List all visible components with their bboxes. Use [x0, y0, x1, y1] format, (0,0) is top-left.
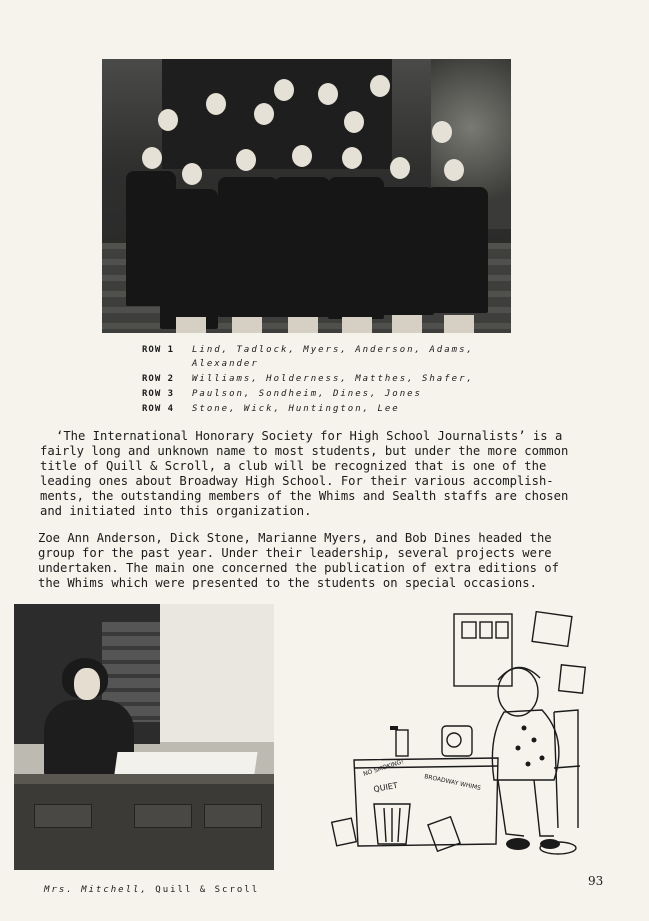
- person-head: [292, 145, 312, 167]
- cartoon-chair: [554, 710, 580, 828]
- roster-row-names: Lind, Tadlock, Myers, Anderson, Adams,: [192, 345, 474, 355]
- person-dress: [160, 189, 218, 329]
- roster-row-label: ROW 1: [142, 345, 175, 355]
- person-head: [390, 157, 410, 179]
- person-legs: [444, 315, 474, 333]
- page-number: 93: [588, 874, 604, 888]
- caption-name: Mrs. Mitchell,: [44, 885, 148, 895]
- person-head: [182, 163, 202, 185]
- person-legs: [232, 317, 262, 333]
- roster-row-label: ROW 3: [142, 389, 175, 399]
- roster-row-label: ROW 2: [142, 374, 175, 384]
- cartoon-illustration: [328, 608, 600, 864]
- sign-quiet: QUIET: [372, 780, 399, 794]
- person-head: [370, 75, 390, 97]
- paragraph-line: ments, the outstanding members of the Whims and Sealth staffs are chosen: [40, 489, 569, 503]
- person-legs: [392, 315, 422, 333]
- person-head: [158, 109, 178, 131]
- cartoon-boy-legs: [498, 780, 554, 836]
- person-head: [342, 147, 362, 169]
- shirt-pattern: [540, 756, 545, 761]
- roster-row-1: [142, 345, 502, 373]
- roster-row-label: ROW 4: [142, 404, 175, 414]
- person-head: [274, 79, 294, 101]
- roster-row-3: [142, 389, 502, 403]
- person-dress: [426, 187, 488, 313]
- basket-line: [384, 808, 386, 842]
- wall-note: [532, 612, 572, 647]
- person-head: [444, 159, 464, 181]
- cartoon-boy-head: [498, 668, 538, 716]
- desk-top: [14, 774, 274, 784]
- poster-panel: [480, 622, 492, 638]
- roster-row-names: Williams, Holderness, Matthes, Shafer,: [192, 374, 474, 384]
- person-legs: [288, 317, 318, 333]
- sign-no-smoking: NO SMOKING!: [362, 758, 405, 778]
- dot-texture: [390, 726, 398, 730]
- wall-note: [559, 665, 586, 693]
- person-dress: [274, 177, 330, 317]
- photo-background: [160, 604, 274, 742]
- person-head: [344, 111, 364, 133]
- paragraph-line: title of Quill & Scroll, a club will be recognized that is one of the: [40, 459, 547, 473]
- person-head: [236, 149, 256, 171]
- paragraph-line: fairly long and unknown name to most students, but under the more common: [40, 444, 569, 458]
- desk-drawer: [204, 804, 262, 828]
- paragraph-line: ‘The International Honorary Society for High School Journalists’ is a: [56, 429, 563, 443]
- paragraph-line: the Whims which were presented to the students on special occasions.: [38, 576, 537, 590]
- paragraph-line: and initiated into this organization.: [40, 504, 312, 518]
- caption-club: Quill & Scroll: [155, 885, 260, 895]
- body-paragraph-1: [40, 429, 568, 519]
- shirt-pattern: [526, 762, 531, 767]
- roster-row-2: [142, 374, 502, 388]
- shirt-pattern: [516, 746, 521, 751]
- person-legs: [176, 317, 206, 333]
- person-face: [74, 668, 100, 700]
- typewriter-knob: [447, 733, 461, 747]
- photo-caption: [44, 885, 259, 895]
- desk-drawer: [134, 804, 192, 828]
- sign-broadway-whims: BROADWAY WHIMS: [423, 773, 482, 792]
- floor-paper: [428, 817, 460, 852]
- paragraph-line: Zoe Ann Anderson, Dick Stone, Marianne Myers, and Bob Dines headed the: [38, 531, 552, 545]
- shirt-pattern: [532, 738, 537, 743]
- body-paragraph-2: [38, 531, 559, 591]
- person-head: [206, 93, 226, 115]
- roster-row-names: Stone, Wick, Huntington, Lee: [192, 404, 400, 414]
- person-legs: [342, 317, 372, 333]
- person-dress: [218, 177, 278, 317]
- paragraph-line: leading ones about Broadway High School. For their various accomplish-: [40, 474, 554, 488]
- person-head: [432, 121, 452, 143]
- person-head: [254, 103, 274, 125]
- ink-bottle: [396, 730, 408, 756]
- cartoon-shoe: [540, 839, 560, 849]
- roster-row-names-continued: Alexander: [192, 359, 259, 369]
- poster-panel: [462, 622, 476, 638]
- desk-drawer: [34, 804, 92, 828]
- group-photo: [102, 59, 511, 333]
- roster-row-4: [142, 404, 502, 418]
- cartoon-shoe: [506, 838, 530, 850]
- cartoon-boy-shirt: [492, 710, 559, 780]
- shirt-pattern: [522, 726, 527, 731]
- person-dress: [328, 177, 384, 319]
- roster-row-names: Paulson, Sondheim, Dines, Jones: [192, 389, 422, 399]
- floor-paper: [332, 818, 357, 846]
- poster-panel: [496, 622, 508, 638]
- advisor-photo: [14, 604, 274, 870]
- person-head: [318, 83, 338, 105]
- person-head: [142, 147, 162, 169]
- basket-line: [398, 808, 400, 842]
- paragraph-line: undertaken. The main one concerned the publication of extra editions of: [38, 561, 559, 575]
- paragraph-line: group for the past year. Under their leadership, several projects were: [38, 546, 552, 560]
